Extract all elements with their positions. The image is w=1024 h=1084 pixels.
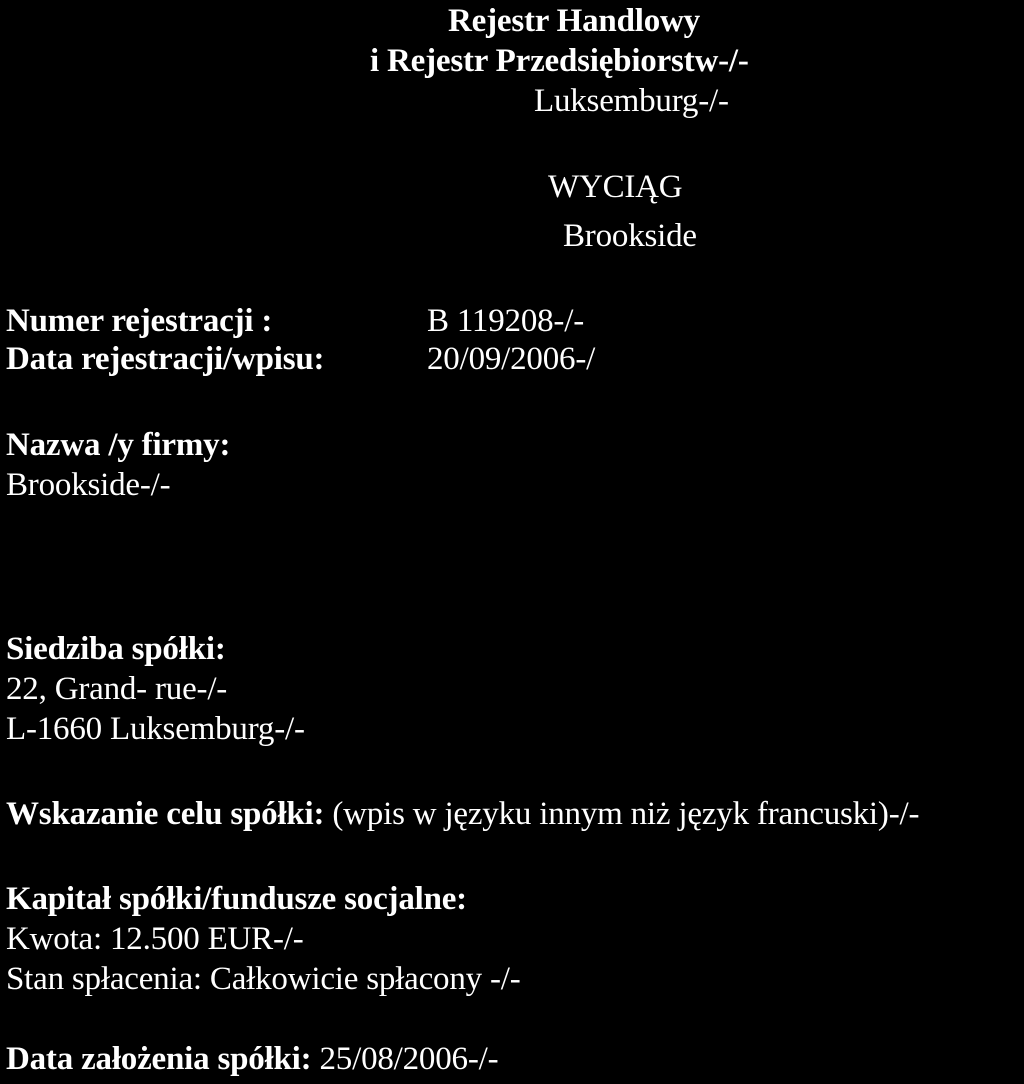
registration-date-value: 20/09/2006-/ [427, 341, 596, 377]
registration-number-label: Numer rejestracji : [6, 303, 273, 339]
founding-date-label: Data założenia spółki: [6, 1041, 312, 1077]
capital-payment-status: Stan spłacenia: Całkowicie spłacony -/- [6, 961, 521, 997]
founding-date [6, 1040, 498, 1078]
registry-name: Rejestr Handlowy [448, 3, 700, 39]
firm-name-value: Brookside-/- [6, 467, 171, 503]
capital-amount: Kwota: 12.500 EUR-/- [6, 921, 304, 957]
seat-address-city: L-1660 Luksemburg-/- [6, 711, 305, 747]
capital-label: Kapitał spółki/fundusze socjalne: [6, 881, 467, 917]
founding-date-value: 25/08/2006-/- [319, 1041, 499, 1077]
seat-label: Siedziba spółki: [6, 631, 226, 667]
extract-company-name: Brookside [563, 218, 697, 254]
company-purpose-label: Wskazanie celu spółki: [6, 796, 325, 832]
seat-address-street: 22, Grand- rue-/- [6, 671, 228, 707]
company-purpose-value: (wpis w języku innym niż język francuski)-/- [332, 796, 920, 832]
company-purpose [6, 795, 919, 833]
registration-date-label: Data rejestracji/wpisu: [6, 341, 325, 377]
registry-full-name: i Rejestr Przedsiębiorstw-/- [370, 43, 749, 79]
registry-location: Luksemburg-/- [534, 83, 729, 119]
firm-name-label: Nazwa /y firmy: [6, 427, 231, 463]
registration-number-value: B 119208-/- [427, 303, 584, 339]
extract-title: WYCIĄG [548, 169, 683, 205]
